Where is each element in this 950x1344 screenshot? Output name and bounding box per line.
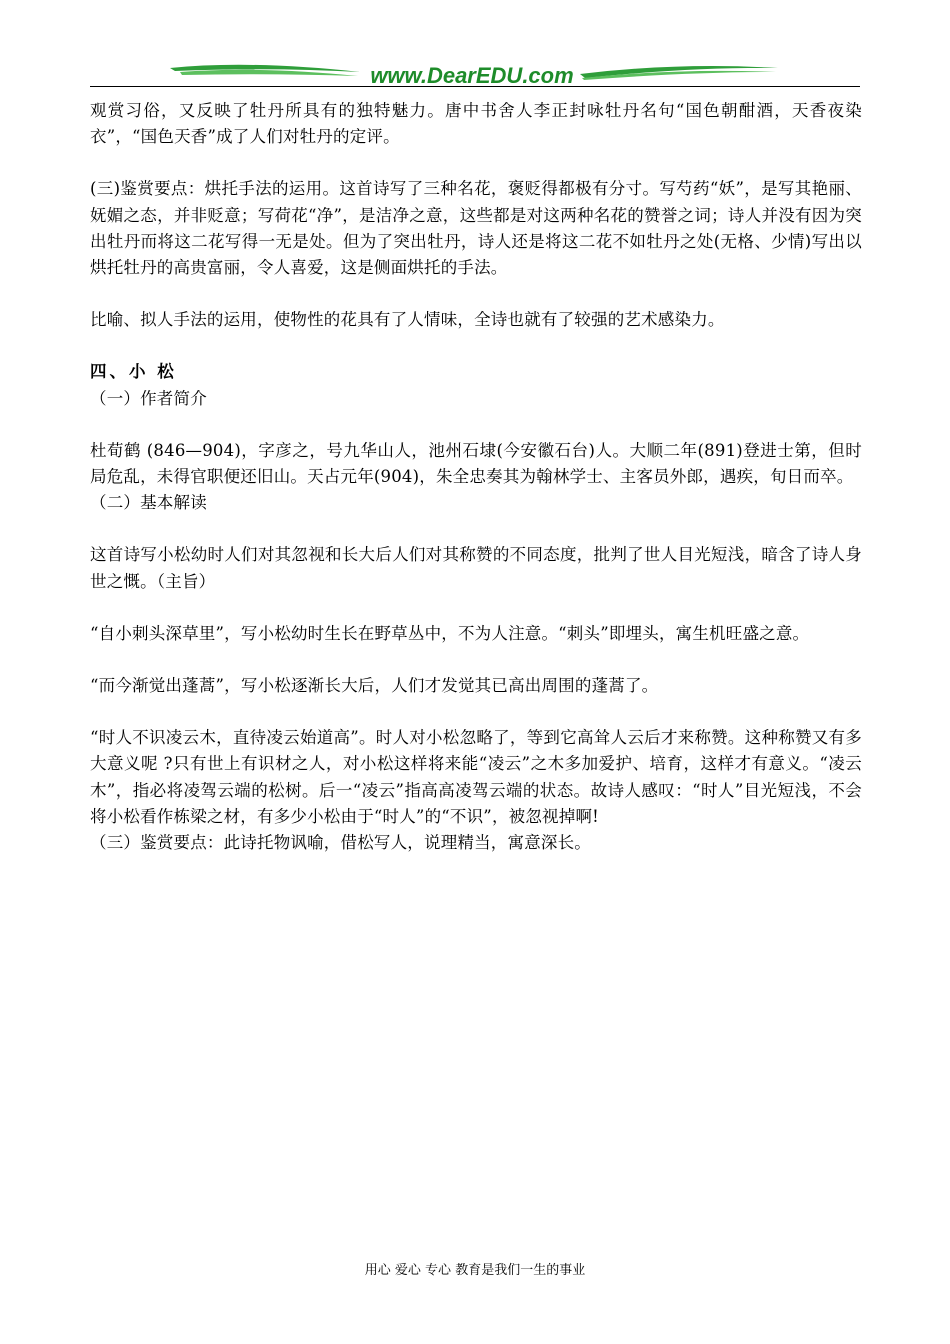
page-footer: 用心 爱心 专心 教育是我们一生的事业 — [364, 1263, 586, 1278]
subheading-appreciation-points: （三）鉴赏要点：此诗托物讽喻，借松写人，说理精当，寓意深长。 — [90, 833, 591, 853]
subheading-author-intro: （一）作者简介 — [90, 388, 207, 408]
paragraph-author-bio: 杜荀鹤 (846—904)，字彦之，号九华山人，池州石埭(今安徽石台)人。大顺二年(891)登进士第，但时局危乱，未得官职便还旧山。天占元年(904)，朱全忠奏其为翰林学士、主客员外郎，遇疾，旬日而卒。 — [90, 440, 862, 487]
logo-text: www.DearEDU.com — [370, 63, 574, 88]
section-heading-small-pine: 四、小 松 — [90, 362, 177, 382]
paragraph-peony-end: 观赏习俗，又反映了牡丹所具有的独特魅力。唐中书舍人李正封咏牡丹名句“国色朝酣酒，天香夜染衣”，“国色天香”成了人们对牡丹的定评。 — [90, 101, 862, 147]
paragraph-appreciation-peony: (三)鉴赏要点：烘托手法的运用。这首诗写了三种名花，褒贬得都极有分寸。写芍药“妖”，是写其艳丽、妩媚之态，并非贬意；写荷花“净”，是洁净之意，这些都是对这两种名花的赞誉之词；诗人并没有因为突出牡丹而将这二花写得一无是处。但为了突出牡丹，诗人还是将这二花不如牡丹之处(无格、少情)写出以烘托牡丹的高贵富丽，令人喜爱，这是侧面烘托的手法。 — [90, 179, 862, 278]
paragraph-lines-three-four: “时人不识凌云木，直待凌云始道高”。时人对小松忽略了，等到它高耸人云后才来称赞。这种称赞又有多大意义呢 ?只有世上有识材之人，对小松这样将来能“凌云”之木多加爱护、培育，这样才有意义。“凌云木”，指必将凌驾云端的松树。后一“凌云”指高高凌驾云端的状态。故诗人感叹：“时人”目光短浅，不会将小松看作栋梁之材，有多少小松由于“时人”的“不识”，被忽视掉啊! — [90, 728, 862, 826]
paragraph-line-two: “而今渐觉出蓬蒿”，写小松逐渐长大后，人们才发觉其已高出周围的蓬蒿了。 — [90, 676, 659, 696]
subheading-basic-reading: （二）基本解读 — [90, 493, 207, 513]
paragraph-metaphor: 比喻、拟人手法的运用，使物性的花具有了人情味，全诗也就有了较强的艺术感染力。 — [90, 310, 725, 330]
header-divider — [90, 86, 860, 87]
document-body — [90, 98, 862, 856]
paragraph-theme: 这首诗写小松幼时人们对其忽视和长大后人们对其称赞的不同态度，批判了世人目光短浅，暗含了诗人身世之慨。（主旨） — [90, 545, 862, 591]
paragraph-line-one: “自小刺头深草里”，写小松幼时生长在野草丛中，不为人注意。“刺头”即埋头，寓生机旺盛之意。 — [90, 623, 810, 643]
